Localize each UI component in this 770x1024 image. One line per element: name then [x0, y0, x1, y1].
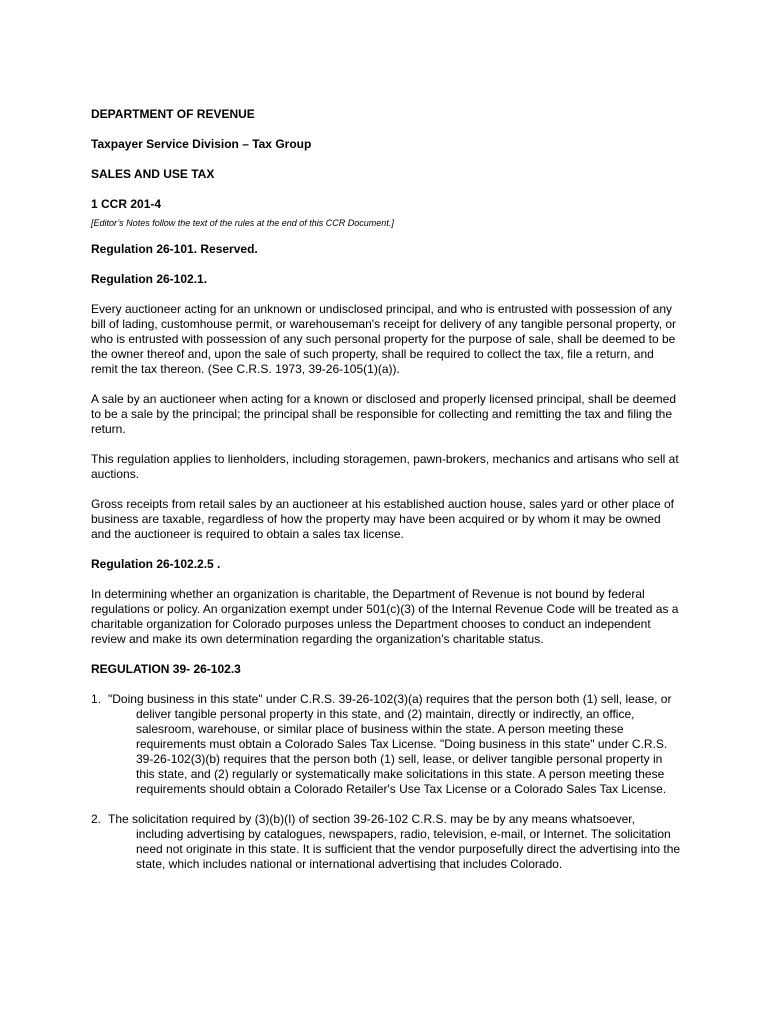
ccr-heading: 1 CCR 201-4 — [91, 197, 162, 211]
list-item — [91, 692, 683, 797]
list-item — [91, 812, 683, 872]
regulation-26-102-1-title: Regulation 26-102.1. — [91, 272, 208, 286]
regulation-26-102-1-paragraph-4: Gross receipts from retail sales by an auctioneer at his established auction house, sales yard or other place of business are taxable, regardless of how the property may have been acquired or by whom it may be owned and the auctioneer is required to obtain a sales tax license. — [91, 497, 674, 541]
regulation-39-26-102-3-title: REGULATION 39- 26-102.3 — [91, 662, 241, 676]
subject-heading: SALES AND USE TAX — [91, 167, 215, 181]
division-heading: Taxpayer Service Division – Tax Group — [91, 137, 312, 151]
document-page — [91, 107, 683, 887]
list-item-number: 1. — [91, 692, 102, 706]
regulation-26-102-1-paragraph-1: Every auctioneer acting for an unknown or undisclosed principal, and who is entrusted with possession of any bill of lading, customhouse permit, or warehouseman's receipt for delivery of any tangible personal property, or who is entrusted with possession of any such personal property for the purpose of sale, shall be deemed to be the owner thereof and, upon the sale of such property, shall be required to collect the tax, file a return, and remit the tax thereon. (See C.R.S. 1973, 39-26-105(1)(a)). — [91, 302, 677, 376]
department-heading: DEPARTMENT OF REVENUE — [91, 107, 255, 121]
regulation-26-102-1-paragraph-3: This regulation applies to lienholders, including storagemen, pawn-brokers, mechanics and artisans who sell at auctions. — [91, 452, 679, 481]
regulation-26-102-1-paragraph-2: A sale by an auctioneer when acting for a known or disclosed and properly licensed principal, shall be deemed to be a sale by the principal; the principal shall be responsible for collecting and remitting the tax and filing the return. — [91, 392, 677, 436]
list-item-number: 2. — [91, 812, 102, 826]
regulation-26-102-2-5-paragraph: In determining whether an organization is charitable, the Department of Revenue is not bound by federal regulations or policy. An organization exempt under 501(c)(3) of the Internal Revenue Code will be treated as a charitable organization for Colorado purposes unless the Department chooses to conduct an independent review and make its own determination regarding the organization's charitable status. — [91, 587, 679, 646]
editors-note: [Editor’s Notes follow the text of the rules at the end of this CCR Document.] — [91, 218, 394, 228]
regulation-26-102-2-5-title: Regulation 26-102.2.5 . — [91, 557, 221, 571]
list-item-text: The solicitation required by (3)(b)(I) of section 39-26-102 C.R.S. may be by any means whatsoever, including advertising by catalogues, newspapers, radio, television, e-mail, or Internet. The solicitation need not originate in this state. It is sufficient that the vendor purposefully direct the advertising into the state, which includes national or international advertising that includes Colorado. — [108, 812, 681, 871]
regulation-26-101-title: Regulation 26-101. Reserved. — [91, 242, 258, 256]
list-item-text: "Doing business in this state" under C.R.S. 39-26-102(3)(a) requires that the person both (1) sell, lease, or deliver tangible personal property in this state, and (2) maintain, directly or indirectly, an office, salesroom, warehouse, or similar place of business within the state. A person meeting these requirements must obtain a Colorado Sales Tax License. "Doing business in this state" under C.R.S. 39-26-102(3)(b) requires that the person both (1) sell, lease, or deliver tangible personal property in this state, and (2) regularly or systematically make solicitations in this state. A person meeting these requirements should obtain a Colorado Retailer's Use Tax License or a Colorado Sales Tax License. — [108, 692, 672, 796]
